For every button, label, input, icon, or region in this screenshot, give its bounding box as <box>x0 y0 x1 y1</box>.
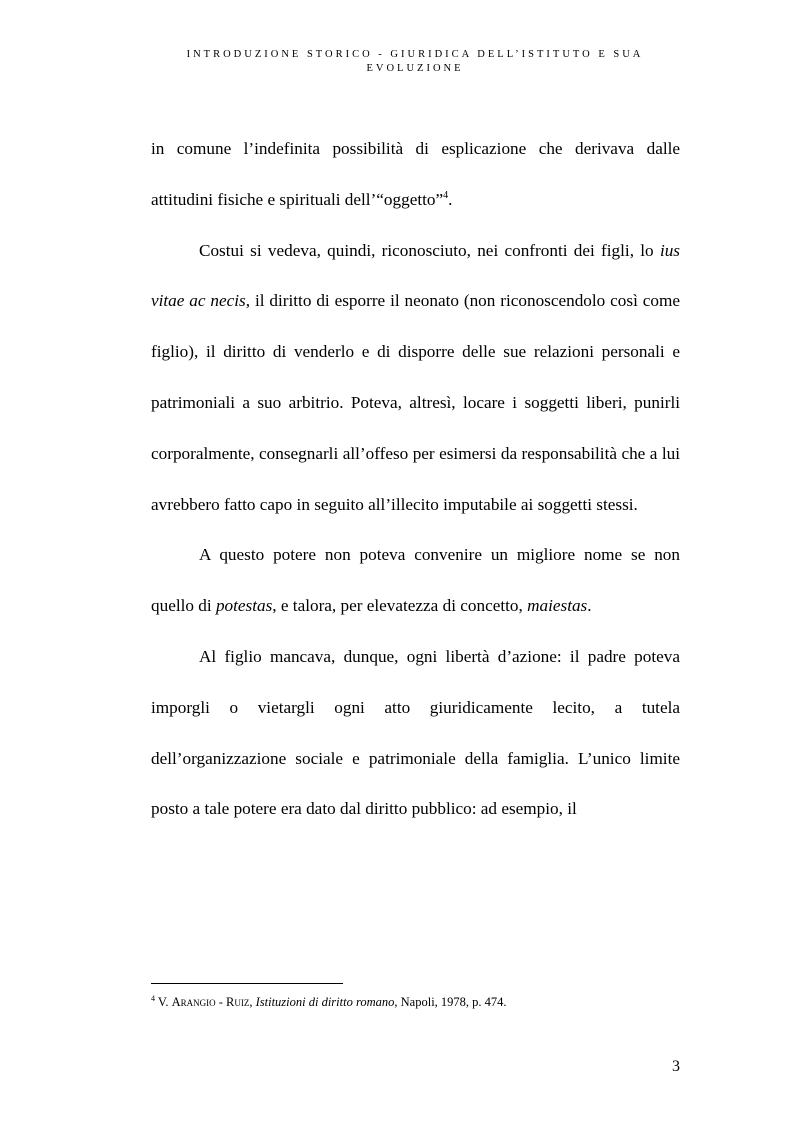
footnote-book-title: Istituzioni di diritto romano <box>255 995 395 1009</box>
footnote-separator-comma: , <box>249 995 256 1009</box>
paragraph-4-text: Al figlio mancava, dunque, ogni libertà d’azione: il padre poteva imporgli o vietargli ogni atto giuridicamente lecito, a tutela dell’organizzazione sociale e patrimoniale della famiglia. L’unico limite posto a tale potere era dato dal diritto pubblico: ad esempio, il <box>151 646 680 819</box>
latin-term-maiestas: maiestas <box>527 596 588 616</box>
paragraph-2-part-1: Costui si vedeva, quindi, riconosciuto, nei confronti dei figli, lo <box>199 240 660 260</box>
paragraph-3 <box>151 530 680 632</box>
paragraph-1-end: . <box>448 189 453 209</box>
paragraph-1-text: in comune l’indefinita possibilità di esplicazione che derivava dalle attitudini fisiche e spirituali dell’“oggetto” <box>151 139 680 209</box>
page-number: 3 <box>672 1058 680 1075</box>
latin-phrase-ius-vitae: ius vitae ac necis <box>151 240 680 311</box>
paragraph-4 <box>151 632 680 835</box>
latin-term-potestas: potestas <box>215 596 273 616</box>
footnote <box>151 994 680 1010</box>
paragraph-1 <box>151 124 680 226</box>
paragraph-3-part-2: , e talora, per elevatezza di concetto, <box>272 596 528 616</box>
paragraph-2-part-2: , il diritto di esporre il neonato (non riconoscendolo così come figlio), il diritto di venderlo e di disporre delle sue relazioni personali e patrimoniali a suo arbitrio. Poteva, altresì, locare i soggetti liberi, punirli corporalmente, consegnarli all’offeso per esimersi da responsabilità che a lui avrebbero fatto capo in seguito all’illecito imputabile ai soggetti stessi. <box>151 291 680 514</box>
body-text <box>151 124 680 835</box>
footnote-separator <box>151 983 343 984</box>
footnote-reference[interactable]: 4 <box>443 189 449 201</box>
footnote-author-initial: V. <box>157 995 172 1009</box>
paragraph-3-end: . <box>587 596 592 616</box>
footnote-publication-details: , Napoli, 1978, p. 474. <box>394 995 507 1009</box>
paragraph-2 <box>151 226 680 531</box>
running-header-line-2: EVOLUZIONE <box>366 63 464 74</box>
running-header-line-1: INTRODUZIONE STORICO - GIURIDICA DELL’ISTITUTO E SUA <box>186 49 644 60</box>
footnote-number: 4 <box>151 994 155 1003</box>
paragraph-3-part-1: A questo potere non poteva convenire un migliore nome se non quello di <box>151 545 680 616</box>
footnote-author-surname: Arangio - Ruiz <box>171 995 250 1009</box>
running-header <box>150 48 680 76</box>
